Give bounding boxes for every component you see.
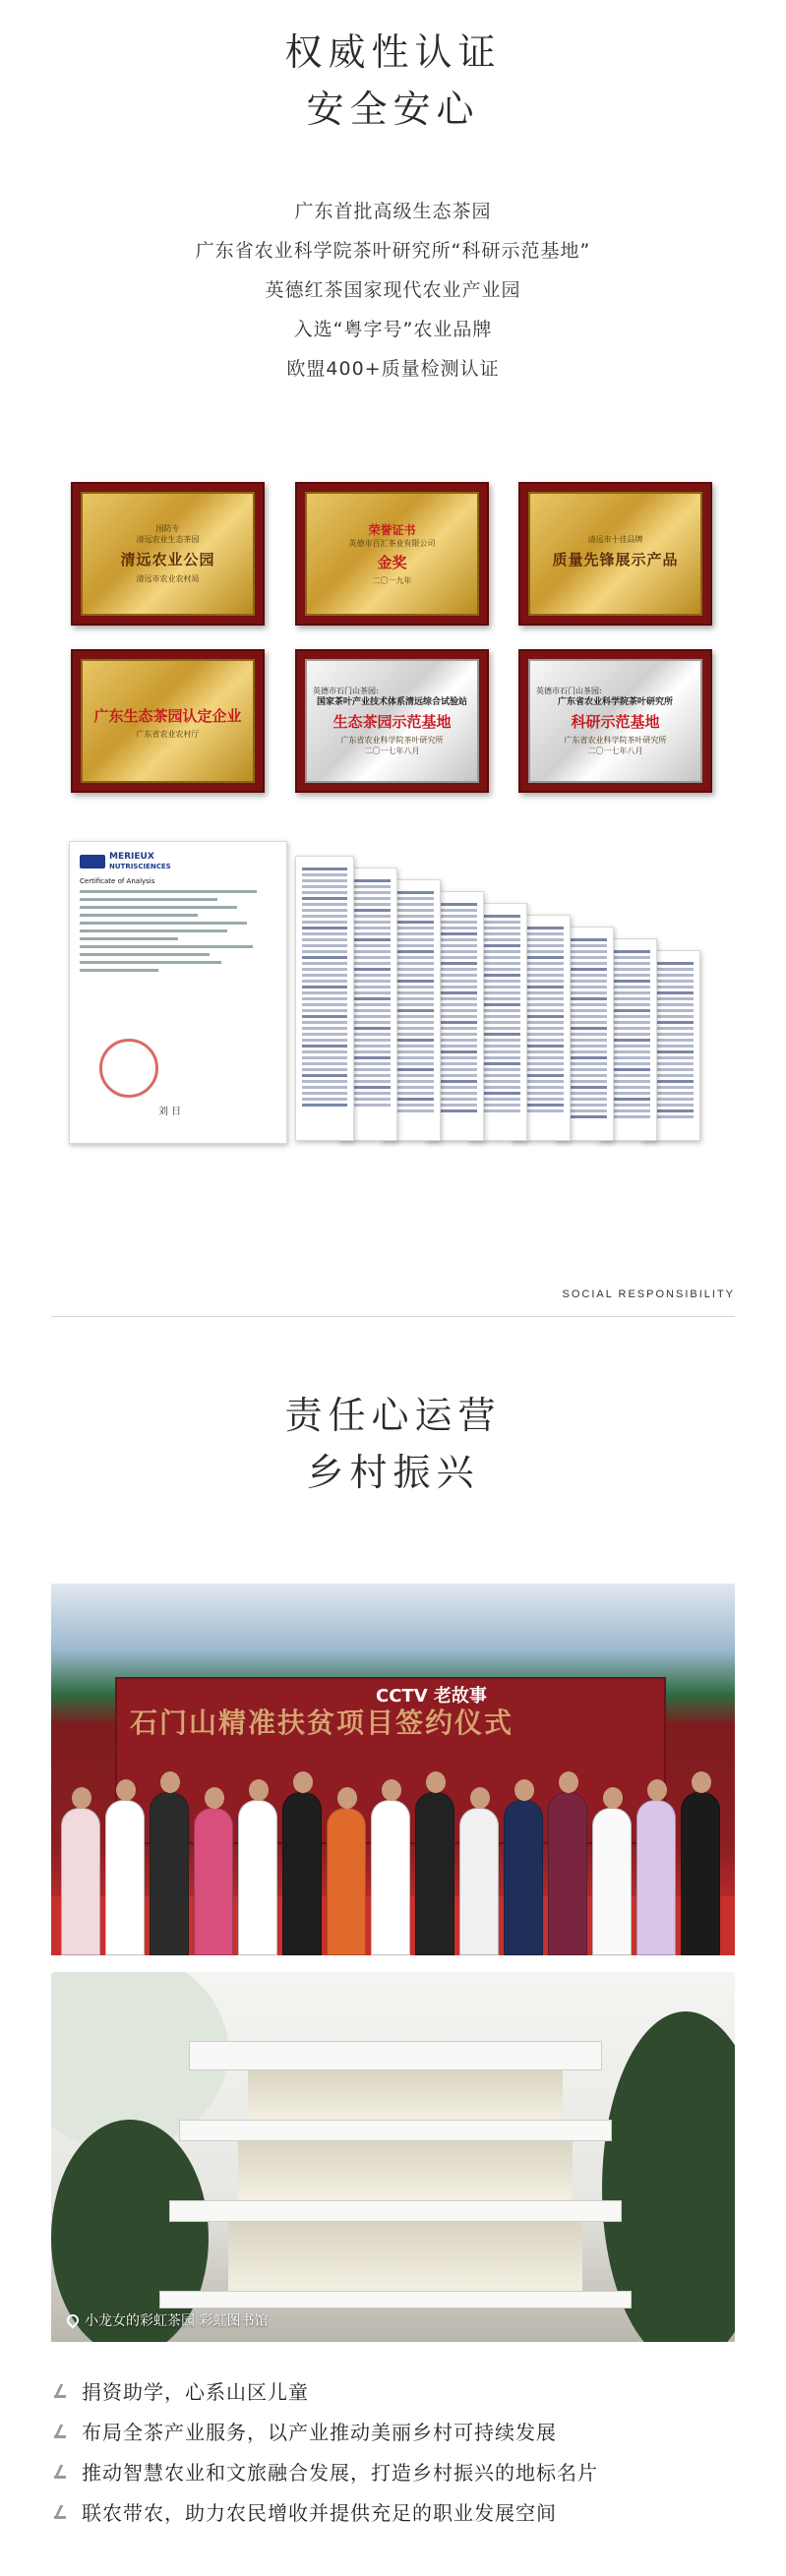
person-figure	[636, 1800, 676, 1955]
person-head	[160, 1771, 180, 1793]
person-figure	[592, 1808, 632, 1955]
person-head	[72, 1787, 91, 1809]
person-head	[603, 1787, 623, 1809]
list-item	[54, 2411, 743, 2451]
roof-layer	[189, 2041, 602, 2070]
person-figure	[681, 1792, 720, 1955]
report-page	[295, 856, 354, 1141]
plaque-title: 清远农业公园	[120, 551, 215, 569]
cert-item: 欧盟400+质量检测认证	[286, 358, 500, 380]
plaque-agri-park	[71, 482, 265, 626]
title-line-1: 责任心运营	[284, 1394, 502, 1437]
person-head	[470, 1787, 490, 1809]
title-line-1: 权威性认证	[284, 30, 502, 74]
person-figure	[504, 1800, 543, 1955]
person-figure	[282, 1792, 322, 1955]
floor-slab	[179, 2120, 612, 2141]
glass-floor	[238, 2141, 573, 2200]
tree-left	[51, 2120, 209, 2342]
person-head	[692, 1771, 711, 1793]
person-figure	[371, 1800, 410, 1955]
cctv-logo: CCTV 老故事	[376, 1686, 487, 1707]
certification-list	[0, 192, 786, 389]
glass-floor	[248, 2070, 563, 2120]
library-photo	[51, 1972, 735, 2342]
plaque-heading: 荣誉证书	[368, 523, 416, 537]
plaque-text: 广东省农业科学院茶叶研究所	[340, 736, 444, 745]
bullet-icon	[54, 2425, 68, 2438]
plaque-title: 生态茶园示范基地	[333, 713, 452, 731]
list-item	[54, 2370, 743, 2411]
cert-brand-sub: NUTRISCIENCES	[109, 863, 171, 870]
section1-title	[0, 24, 786, 138]
person-head	[559, 1771, 578, 1793]
person-figure	[194, 1808, 233, 1955]
plaque-text: 广东省农业科学院茶叶研究所	[564, 736, 667, 745]
plaque-text: 国防专	[155, 524, 180, 533]
ceremony-photo	[51, 1584, 735, 1955]
plaque-text: 二〇一七年八月	[587, 747, 643, 755]
divider	[51, 1316, 735, 1317]
plaque-text: 广东省农业农村厅	[136, 730, 200, 739]
person-figure	[61, 1808, 100, 1955]
plaque-heading: 英德市石门山茶园:	[536, 687, 602, 695]
person-head	[382, 1779, 401, 1801]
person-figure	[459, 1808, 499, 1955]
caption-text: 小龙女的彩虹茶园 彩虹图书馆	[85, 2313, 269, 2329]
plaque-text: 英德市百汇茶业有限公司	[348, 539, 436, 548]
glass-floor	[228, 2222, 582, 2291]
person-head	[205, 1787, 224, 1809]
plaque-text: 国家茶叶产业技术体系清远综合试验站	[316, 697, 467, 707]
plaque-text: 清远农业生态茶园	[136, 535, 200, 544]
cert-item: 广东首批高级生态茶园	[294, 201, 492, 222]
list-item-text: 捐资助学，心系山区儿童	[82, 2380, 309, 2404]
person-figure	[548, 1792, 587, 1955]
cert-brand: MERIEUX	[109, 852, 154, 862]
plaque-text: 二〇一七年八月	[364, 747, 420, 755]
bullet-icon	[54, 2505, 68, 2519]
plaque-text: 清远市十佳品牌	[587, 535, 643, 544]
title-line-2: 乡村振兴	[306, 1451, 480, 1494]
location-pin-icon	[65, 2312, 82, 2329]
plaque-text: 清远市农业农村局	[136, 574, 200, 583]
person-head	[426, 1771, 446, 1793]
social-responsibility-tag: SOCIAL RESPONSIBILITY	[562, 1288, 735, 1300]
plaque-heading: 英德市石门山茶园:	[313, 687, 379, 695]
certificate-of-analysis	[69, 841, 287, 1144]
person-head	[514, 1779, 534, 1801]
plaque-text: 广东省农业科学院茶叶研究所	[557, 697, 673, 707]
cert-body	[80, 890, 276, 972]
floor-slab	[169, 2200, 622, 2222]
cert-title: Certificate of Analysis	[80, 877, 155, 885]
plaque-text: 二〇一九年	[372, 576, 412, 585]
logo-mark-icon	[80, 855, 105, 869]
person-figure	[327, 1808, 366, 1955]
plaque-title: 广东生态茶园认定企业	[93, 707, 242, 725]
person-figure	[105, 1800, 145, 1955]
plaque-eco-demo-base	[295, 649, 489, 793]
red-stamp-icon	[99, 1039, 158, 1098]
person-head	[337, 1787, 357, 1809]
cert-item: 广东省农业科学院茶叶研究所“科研示范基地”	[195, 240, 591, 262]
person-head	[249, 1779, 269, 1801]
floor-slab	[159, 2291, 632, 2308]
backdrop-slogan: 石门山精准扶贫项目签约仪式	[130, 1707, 514, 1739]
plaque-research-base	[518, 649, 712, 793]
plaque-title: 科研示范基地	[571, 713, 660, 731]
photo-caption	[67, 2310, 268, 2330]
plaque-honor-certificate	[295, 482, 489, 626]
person-head	[647, 1779, 667, 1801]
person-figure	[238, 1800, 277, 1955]
plaque-title: 质量先锋展示产品	[552, 551, 679, 569]
list-item-text: 联农带农，助力农民增收并提供充足的职业发展空间	[82, 2501, 557, 2525]
plaque-title: 金奖	[377, 554, 407, 571]
bullet-icon	[54, 2465, 68, 2479]
person-head	[293, 1771, 313, 1793]
title-line-2: 安全安心	[306, 88, 480, 131]
person-head	[116, 1779, 136, 1801]
list-item-text: 布局全茶产业服务，以产业推动美丽乡村可持续发展	[82, 2421, 557, 2444]
section2-title	[0, 1387, 786, 1501]
person-figure	[150, 1792, 189, 1955]
cert-item: 英德红茶国家现代农业产业园	[265, 279, 521, 301]
plaque-quality-pioneer	[518, 482, 712, 626]
merieux-logo	[80, 852, 276, 871]
cert-item: 入选“粤字号”农业品牌	[293, 319, 493, 340]
person-figure	[415, 1792, 454, 1955]
list-item	[54, 2491, 743, 2532]
plaque-eco-garden	[71, 649, 265, 793]
list-item-text: 推动智慧农业和文旅融合发展，打造乡村振兴的地标名片	[82, 2461, 598, 2485]
bullet-icon	[54, 2384, 68, 2398]
cert-signature: 刘 日	[158, 1107, 182, 1117]
list-item	[54, 2451, 743, 2491]
responsibility-list	[54, 2370, 743, 2532]
